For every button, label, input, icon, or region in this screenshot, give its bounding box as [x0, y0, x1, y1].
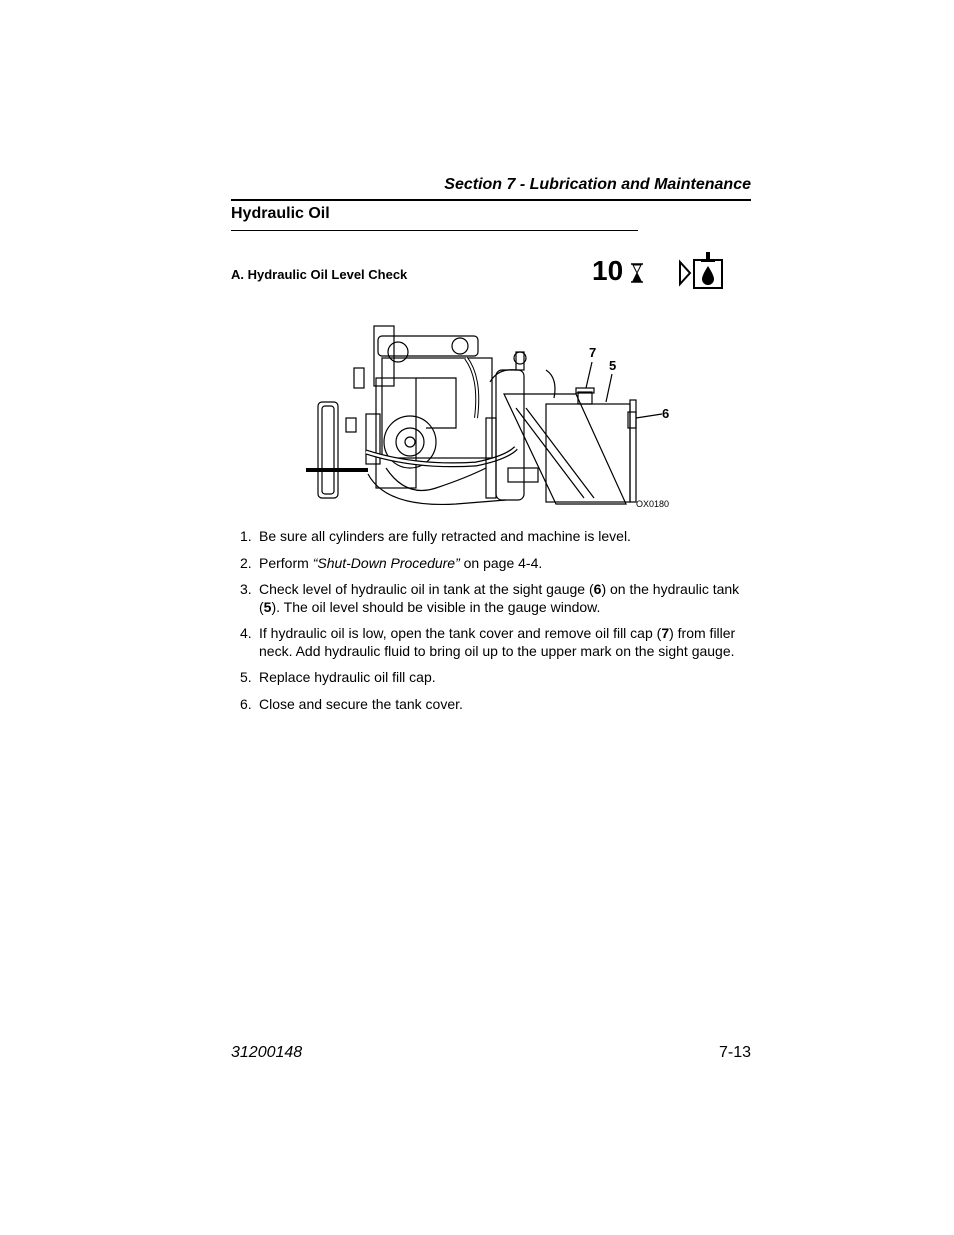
procedure-steps: [231, 528, 751, 722]
step-text: Perform: [259, 554, 313, 571]
step-number: 5.: [240, 669, 252, 685]
step-text: 6: [593, 581, 602, 597]
step-text: 5: [263, 598, 272, 615]
callout-6: 6: [662, 406, 670, 421]
callout-5: 5: [609, 358, 617, 373]
step-item: [231, 625, 751, 660]
step-text: on page 4-4.: [459, 554, 543, 571]
step-text: ) on the hydraulic tank (: [259, 581, 740, 615]
header-rule: [231, 199, 751, 201]
step-item: [231, 528, 751, 546]
step-number: 2.: [240, 554, 252, 571]
step-text: Be sure all cylinders are fully retracted and machine is level.: [259, 528, 631, 544]
step-item: [231, 581, 751, 616]
step-text: If hydraulic oil is low, open the tank cover and remove oil fill cap (: [259, 625, 662, 641]
page-title: Hydraulic Oil: [231, 205, 330, 222]
step-item: [231, 555, 751, 573]
title-rule: [231, 230, 638, 231]
hydraulic-oil-drop-icon: [678, 250, 724, 292]
hourglass-icon: [630, 263, 644, 283]
doc-number: 31200148: [231, 1044, 303, 1061]
interval-hours: 10: [592, 255, 624, 286]
step-text: Close and secure the tank cover.: [259, 695, 463, 712]
step-text: 7: [661, 625, 670, 641]
step-number: 3.: [240, 581, 252, 597]
section-header: Section 7 - Lubrication and Maintenance: [444, 176, 751, 193]
step-number: 4.: [240, 625, 252, 641]
step-item: [231, 696, 751, 714]
callout-7: 7: [589, 345, 597, 360]
step-text: Replace hydraulic oil fill cap.: [259, 669, 436, 685]
step-text: ) from filler neck. Add hydraulic fluid to bring oil up to the upper mark on the sight gauge.: [259, 625, 736, 659]
step-number: 6.: [240, 695, 252, 712]
hydraulic-tank-illustration: [306, 318, 678, 514]
figure-id: OX0180: [636, 499, 670, 509]
step-text: ). The oil level should be visible in the gauge window.: [271, 598, 601, 615]
step-number: 1.: [240, 528, 252, 544]
step-item: [231, 669, 751, 687]
step-text: Check level of hydraulic oil in tank at the sight gauge (: [259, 581, 594, 597]
page-number: 7-13: [718, 1044, 751, 1061]
subheading: A. Hydraulic Oil Level Check: [231, 267, 408, 282]
step-text: “Shut-Down Procedure”: [312, 554, 460, 571]
